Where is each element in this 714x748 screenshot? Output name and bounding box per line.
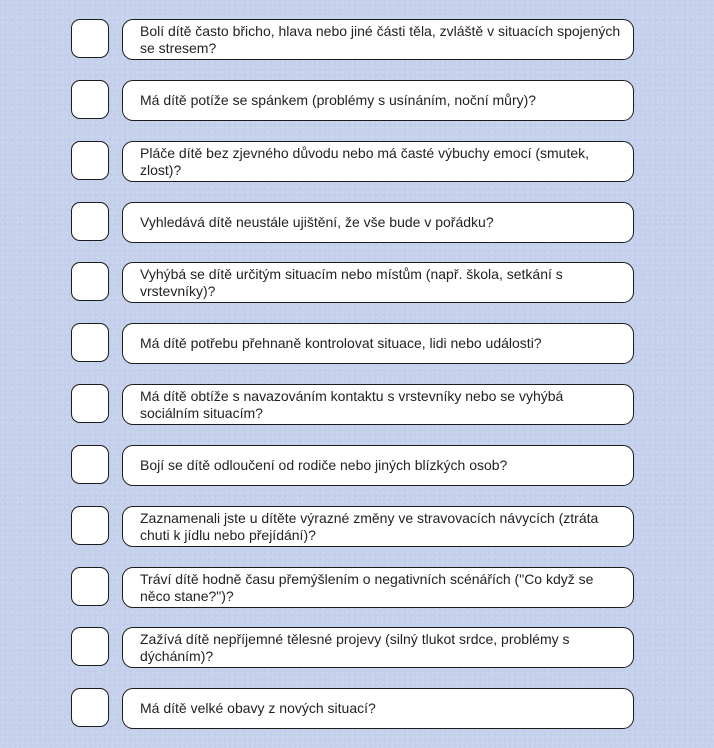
- checklist-item: [71, 384, 634, 425]
- checkbox[interactable]: [71, 323, 109, 362]
- checklist-item: [71, 19, 634, 60]
- checklist-item: [71, 445, 634, 486]
- checklist-item: [71, 688, 634, 729]
- question-box: [122, 384, 634, 425]
- question-box: [122, 19, 634, 60]
- question-text: Má dítě obtíže s navazováním kontaktu s vrstevníky nebo se vyhýbá sociálním situacím?: [140, 387, 564, 421]
- question-text: Má dítě potřebu přehnaně kontrolovat situace, lidi nebo události?: [140, 335, 542, 351]
- checklist-item: [71, 323, 634, 364]
- question-box: [122, 567, 634, 608]
- question-box: [122, 80, 634, 121]
- checkbox[interactable]: [71, 688, 109, 727]
- checklist-item: [71, 506, 634, 547]
- checkbox[interactable]: [71, 506, 109, 545]
- question-box: [122, 445, 634, 486]
- checkbox[interactable]: [71, 384, 109, 423]
- checkbox[interactable]: [71, 262, 109, 301]
- question-text: Vyhýbá se dítě určitým situacím nebo místům (např. škola, setkání s vrstevníky)?: [140, 265, 563, 299]
- checkbox[interactable]: [71, 202, 109, 241]
- question-text: Tráví dítě hodně času přemýšlením o negativních scénářích ("Co když se něco stane?")?: [140, 570, 594, 604]
- checkbox[interactable]: [71, 19, 109, 58]
- checklist-item: [71, 627, 634, 668]
- question-text: Má dítě potíže se spánkem (problémy s usínáním, noční můry)?: [140, 92, 537, 108]
- checklist-item: [71, 80, 634, 121]
- checklist-item: [71, 567, 634, 608]
- checkbox[interactable]: [71, 567, 109, 606]
- question-box: [122, 323, 634, 364]
- question-text: Pláče dítě bez zjevného důvodu nebo má časté výbuchy emocí (smutek, zlost)?: [140, 144, 590, 178]
- checklist-item: [71, 202, 634, 243]
- checkbox[interactable]: [71, 445, 109, 484]
- question-text: Zaznamenali jste u dítěte výrazné změny ve stravovacích návycích (ztráta chuti k jídlu nebo přejídání)?: [140, 509, 599, 543]
- checkbox[interactable]: [71, 80, 109, 119]
- question-box: [122, 627, 634, 668]
- checkbox[interactable]: [71, 627, 109, 666]
- question-text: Zažívá dítě nepříjemné tělesné projevy (silný tlukot srdce, problémy s dýcháním)?: [140, 630, 570, 664]
- question-text: Má dítě velké obavy z nových situací?: [140, 700, 376, 716]
- checklist-item: [71, 141, 634, 182]
- question-box: [122, 506, 634, 547]
- question-box: [122, 688, 634, 729]
- question-box: [122, 262, 634, 303]
- checkbox[interactable]: [71, 141, 109, 180]
- question-text: Vyhledává dítě neustále ujištění, že vše bude v pořádku?: [140, 214, 494, 230]
- checklist-item: [71, 262, 634, 303]
- question-text: Bojí se dítě odloučení od rodiče nebo jiných blízkých osob?: [140, 457, 508, 473]
- question-box: [122, 202, 634, 243]
- question-box: [122, 141, 634, 182]
- question-text: Bolí dítě často břicho, hlava nebo jiné části těla, zvláště v situacích spojených se stresem?: [140, 22, 621, 56]
